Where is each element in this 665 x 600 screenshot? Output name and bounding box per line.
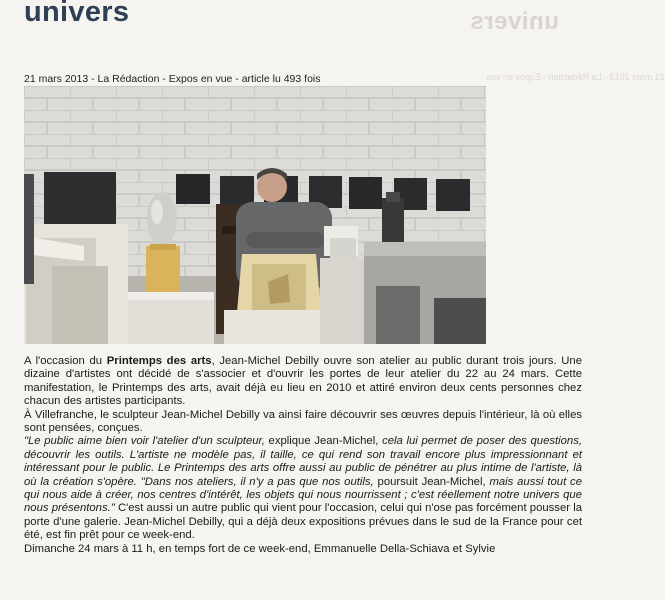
quote-part-2: cela lui permet de poser des questions, découvrir les outils. L'artiste ne modèle pas, il taille, ce qui rend son travail encore plus impressionnant et intéressant pour le public. Le Printemps des arts offre aussi au public de pénétrer au plus intime de l'artiste, là où la création s'opère. "Dans nos ateliers, il n'y a pas que nos outils, <box>24 435 583 488</box>
article-photo <box>24 86 486 344</box>
paragraph-quote <box>24 435 582 542</box>
paragraph-villefranche: À Villefranche, le sculpteur Jean-Michel Debilly va ainsi faire découvrir ses œuvres depuis l'intérieur, là où elles sont pensées, conçues. <box>24 408 582 435</box>
paragraph-sunday: Dimanche 24 mars à 11 h, en temps fort de ce week-end, Emmanuelle Della-Schiava et Sylvie <box>24 542 496 555</box>
sculptor-studio-image <box>24 86 486 344</box>
bleed-through-title: univers <box>470 8 559 35</box>
article-meta: 21 mars 2013 - La Rédaction - Expos en vue - article lu 493 fois <box>24 73 321 85</box>
page-title: univers <box>24 0 130 28</box>
bleed-through-meta: 21 mars 2013 - La Rédaction - Expos en vue <box>486 72 665 82</box>
paragraph-intro <box>24 355 582 409</box>
narration-part-2: poursuit Jean-Michel, <box>373 475 490 488</box>
narration-part-1: explique Jean-Michel, <box>264 435 383 448</box>
intro-text-end: , Jean-Michel Debilly ouvre son atelier au public durant trois jours. Une dizaine d'artistes ont décidé de s'associer et d'ouvrir les portes de leur atelier du 22 au 24 mars. Cette manifestation, le Printemps des arts, avait déjà eu lieu en 2010 et attiré environ deux cents personnes chez chacun des artistes participants. <box>24 355 582 408</box>
event-name: Printemps des arts <box>106 355 212 367</box>
quote-part-3: mais aussi tout ce qui nous aide à créer, nos centres d'intérêt, les objets qui nous nourrissent ; c'est réellement notre univers que nous présentons." <box>24 475 582 515</box>
narration-part-3: C'est aussi un autre public qui vient pour l'occasion, celui qui n'ose pas forcément pousser la porte d'une galerie. Jean-Michel Debilly, qui a déjà deux expositions prévues dans le sud de la France pour cet été, est fin prêt pour ce week-end. <box>24 502 582 542</box>
quote-part-1: "Le public aime bien voir l'atelier d'un sculpteur, <box>24 435 265 448</box>
article-body <box>24 355 582 556</box>
intro-text-start: A l'occasion du <box>24 355 107 367</box>
